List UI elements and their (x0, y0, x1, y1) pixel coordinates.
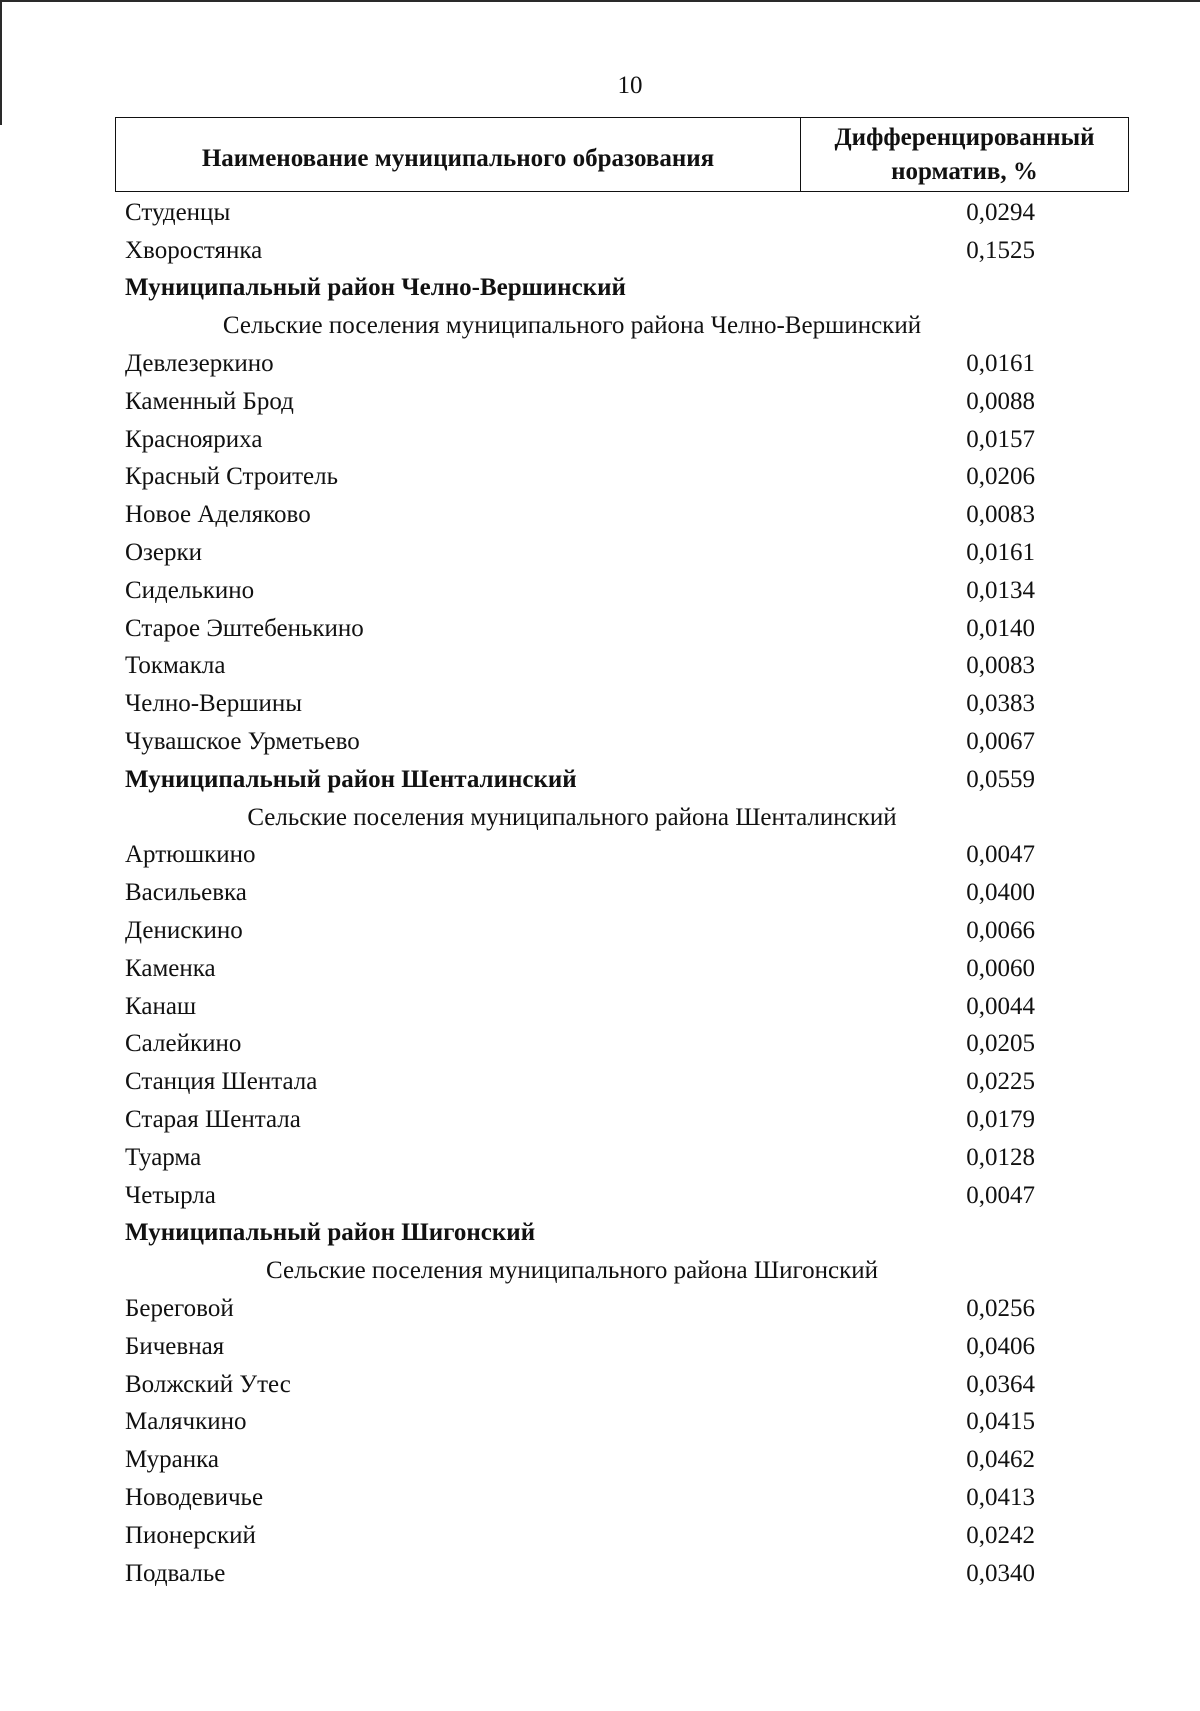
row-name: Бичевная (125, 1332, 225, 1360)
row-name: Васильевка (125, 879, 247, 907)
row-value: 0,0406 (966, 1332, 1035, 1360)
row-name: Старая Шентала (125, 1106, 301, 1134)
row-name: Денискино (125, 917, 243, 945)
subheading-row (115, 1252, 1129, 1290)
header-value-line2: норматив, % (891, 157, 1038, 185)
table-row (115, 345, 1129, 383)
row-value: 0,0256 (966, 1295, 1035, 1322)
table-row (115, 572, 1129, 610)
table-row (115, 1479, 1129, 1517)
row-value: 0,0088 (966, 387, 1035, 415)
row-value: 0,0205 (966, 1030, 1035, 1058)
row-value: 0,0083 (966, 501, 1035, 529)
row-name: Артюшкино (125, 841, 256, 869)
scan-top-border (0, 0, 1200, 2)
table-row (115, 950, 1129, 988)
row-value: 0,0060 (966, 954, 1035, 982)
row-name: Старое Эштебенькино (125, 614, 364, 642)
table-body (115, 194, 1129, 1592)
table-row (115, 912, 1129, 950)
district-name: Муниципальный район Челно-Вершинский (125, 274, 626, 302)
table-row (115, 648, 1129, 686)
row-value: 0,1525 (966, 236, 1035, 264)
table-row (115, 1555, 1129, 1593)
table-row (115, 1290, 1129, 1328)
table-row (115, 421, 1129, 459)
row-name: Пионерский (125, 1521, 256, 1549)
row-value: 0,0083 (966, 652, 1035, 680)
row-name: Краснояриха (125, 425, 263, 453)
table-header (115, 117, 1129, 192)
normatives-table (115, 117, 1129, 1592)
row-value: 0,0161 (966, 350, 1035, 378)
table-row (115, 232, 1129, 270)
table-row (115, 383, 1129, 421)
row-name: Каменка (125, 954, 216, 982)
table-row (115, 534, 1129, 572)
table-row (115, 723, 1129, 761)
row-name: Каменный Брод (125, 387, 294, 415)
row-name: Озерки (125, 539, 203, 567)
row-name: Студенцы (125, 198, 231, 226)
row-value: 0,0179 (966, 1106, 1035, 1134)
table-row (115, 459, 1129, 497)
row-value: 0,0047 (966, 841, 1035, 869)
row-value: 0,0559 (966, 765, 1035, 793)
district-name: Муниципальный район Шенталинский (125, 765, 577, 793)
header-value-column (801, 118, 1128, 191)
row-name: Салейкино (125, 1030, 242, 1058)
row-value: 0,0413 (966, 1483, 1035, 1511)
table-row (115, 1404, 1129, 1442)
table-row (115, 496, 1129, 534)
header-name-column: Наименование муниципального образования (116, 118, 801, 191)
row-name: Хворостянка (125, 236, 263, 264)
row-value: 0,0161 (966, 539, 1035, 567)
table-row (115, 1177, 1129, 1215)
subheading-row (115, 799, 1129, 837)
row-name: Челно-Вершины (125, 690, 303, 718)
row-name: Волжский Утес (125, 1370, 291, 1398)
row-name: Канаш (125, 992, 197, 1020)
table-row (115, 1139, 1129, 1177)
row-name: Муранка (125, 1446, 219, 1474)
district-row (115, 761, 1129, 799)
row-value: 0,0047 (966, 1181, 1035, 1209)
row-value: 0,0140 (966, 614, 1035, 642)
row-value: 0,0242 (966, 1521, 1035, 1549)
row-value: 0,0340 (966, 1559, 1035, 1587)
row-value: 0,0067 (966, 728, 1035, 756)
table-row (115, 610, 1129, 648)
row-name: Малячкино (125, 1408, 247, 1436)
row-value: 0,0294 (966, 198, 1035, 226)
table-row (115, 1026, 1129, 1064)
row-value: 0,0128 (966, 1143, 1035, 1171)
row-name: Чувашское Урметьево (125, 728, 360, 756)
subheading-text: Сельские поселения муниципального района Шенталинский (247, 803, 897, 831)
row-value: 0,0066 (966, 917, 1035, 945)
table-row (115, 1441, 1129, 1479)
row-value: 0,0225 (966, 1068, 1035, 1096)
subheading-row (115, 307, 1129, 345)
row-value: 0,0134 (966, 576, 1035, 604)
row-name: Токмакла (125, 652, 226, 680)
row-value: 0,0415 (966, 1408, 1035, 1436)
table-row (115, 988, 1129, 1026)
scan-left-border (0, 0, 2, 125)
row-name: Девлезеркино (125, 350, 274, 378)
header-value-line1: Дифференцированный (834, 123, 1095, 151)
table-row (115, 837, 1129, 875)
row-name: Станция Шентала (125, 1068, 318, 1096)
row-value: 0,0157 (966, 425, 1035, 453)
row-name: Красный Строитель (125, 463, 339, 491)
subheading-text: Сельские поселения муниципального района Шигонский (266, 1257, 878, 1285)
table-row (115, 1063, 1129, 1101)
table-row (115, 1517, 1129, 1555)
district-row (115, 1215, 1129, 1253)
table-row (115, 194, 1129, 232)
row-value: 0,0400 (966, 879, 1035, 907)
row-name: Четырла (125, 1181, 216, 1209)
table-row (115, 1366, 1129, 1404)
subheading-text: Сельские поселения муниципального района Челно-Вершинский (222, 312, 922, 340)
row-name: Сиделькино (125, 576, 255, 604)
row-value: 0,0206 (966, 463, 1035, 491)
page-number: 10 (617, 72, 643, 99)
row-name: Новодевичье (125, 1483, 264, 1511)
row-value: 0,0462 (966, 1446, 1035, 1474)
row-value: 0,0044 (966, 992, 1035, 1020)
row-name: Новое Аделяково (125, 501, 311, 529)
row-value: 0,0364 (966, 1370, 1035, 1398)
row-value: 0,0383 (966, 690, 1035, 718)
table-row (115, 1328, 1129, 1366)
district-row (115, 270, 1129, 308)
table-row (115, 874, 1129, 912)
table-row (115, 685, 1129, 723)
table-row (115, 1101, 1129, 1139)
row-name: Береговой (125, 1295, 234, 1322)
row-name: Подвалье (125, 1559, 226, 1587)
row-name: Туарма (125, 1143, 202, 1171)
district-name: Муниципальный район Шигонский (125, 1219, 536, 1247)
